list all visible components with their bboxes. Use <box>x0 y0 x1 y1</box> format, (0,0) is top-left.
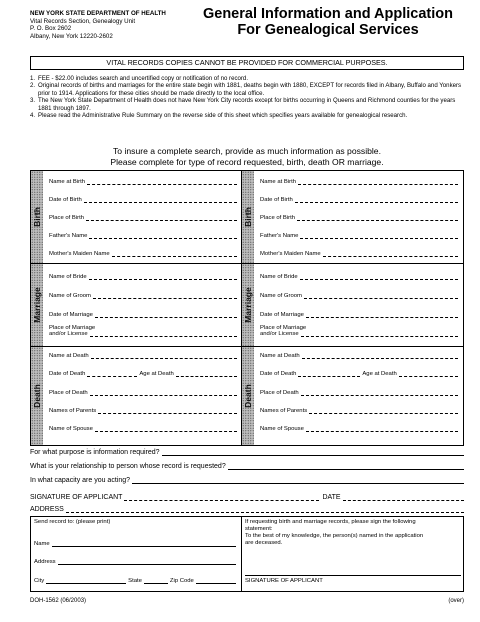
death-name-field-2[interactable]: Name at Death <box>260 353 458 360</box>
death-date-age-field-2[interactable]: Date of Death Age at Death <box>260 371 458 378</box>
purpose-field[interactable]: For what purpose is information required? <box>30 449 464 457</box>
marriage-date-field-2[interactable]: Date of Marriage <box>260 312 458 319</box>
birth-section-label-right: Birth <box>242 171 254 263</box>
send-name-field[interactable]: Name <box>34 541 238 548</box>
bride-name-field[interactable]: Name of Bride <box>49 274 237 281</box>
father-name-field[interactable]: Father's Name <box>49 233 237 240</box>
agency-address <box>30 10 200 40</box>
mother-maiden-name-field-2[interactable]: Mother's Maiden Name <box>260 251 458 258</box>
marriage-place-field-2[interactable]: Place of Marriage and/or License <box>260 325 458 338</box>
send-city-state-zip-field[interactable]: City State Zip Code <box>34 578 238 585</box>
attestation-signature-line[interactable]: SIGNATURE OF APPLICANT <box>245 575 461 585</box>
record-request-grid <box>30 170 464 446</box>
bride-name-field-2[interactable]: Name of Bride <box>260 274 458 281</box>
send-address-field[interactable]: Address <box>34 559 238 566</box>
instructions-line1: To insure a complete search, provide as much information as possible. <box>113 146 381 156</box>
note-item: 3. The New York State Department of Health does not have New York City records except for births occurring in Queens and Richmond counties for the years 1881 through 1897. <box>30 97 456 112</box>
spouse-name-field[interactable]: Name of Spouse <box>49 426 237 433</box>
relationship-field[interactable]: What is your relationship to person whose record is requested? <box>30 463 464 471</box>
mother-maiden-name-field[interactable]: Mother's Maiden Name <box>49 251 237 258</box>
box-divider <box>241 517 242 591</box>
note-item: 2. Original records of births and marriages for the entire state begin with 1881, deaths begin with 1880, EXCEPT for records filed in Albany, Buffalo and Yonkers prior to 1914. Applications for these cities should be made directly to the local office. <box>30 82 462 97</box>
marriage-place-field[interactable]: Place of Marriage and/or License <box>49 325 237 338</box>
birth-section-label-left: Birth <box>31 171 43 263</box>
death-section-label-left: Death <box>31 347 43 445</box>
death-place-field[interactable]: Place of Death <box>49 390 237 397</box>
birth-place-field[interactable]: Place of Birth <box>49 215 237 222</box>
instructions <box>30 146 464 167</box>
parents-names-field-2[interactable]: Names of Parents <box>260 408 458 415</box>
form-title-line2: For Genealogical Services <box>237 22 419 38</box>
marriage-date-field[interactable]: Date of Marriage <box>49 312 237 319</box>
spouse-name-field-2[interactable]: Name of Spouse <box>260 426 458 433</box>
death-section-label-right: Death <box>242 347 254 445</box>
agency-city: Albany, New York 12220-2602 <box>30 32 113 40</box>
general-notes <box>30 75 470 119</box>
instructions-line2: Please complete for type of record requested, birth, death OR marriage. <box>110 156 384 167</box>
note-item: 4. Please read the Administrative Rule Summary on the reverse side of this sheet which specifies years available for genealogical research. <box>30 112 408 120</box>
marriage-section-label-right: Marriage <box>242 264 254 346</box>
form-title <box>192 6 464 38</box>
send-record-box <box>30 516 464 592</box>
birth-place-field-2[interactable]: Place of Birth <box>260 215 458 222</box>
send-record-heading: Send record to: (please print) <box>34 519 111 525</box>
birth-name-field[interactable]: Name at Birth <box>49 179 237 186</box>
form-id: DOH-1562 (06/2003) <box>30 598 87 604</box>
birth-name-field-2[interactable]: Name at Birth <box>260 179 458 186</box>
death-date-age-field[interactable]: Date of Death Age at Death <box>49 371 237 378</box>
death-name-field[interactable]: Name at Death <box>49 353 237 360</box>
signature-date-field[interactable]: SIGNATURE OF APPLICANT DATE <box>30 494 464 502</box>
agency-unit: Vital Records Section, Genealogy Unit <box>30 17 136 25</box>
groom-name-field[interactable]: Name of Groom <box>49 293 237 300</box>
form-title-line1: General Information and Application <box>202 6 453 22</box>
agency-po-box: P. O. Box 2602 <box>30 25 72 33</box>
deceased-attestation: If requesting birth and marriage records, please sign the following statement: To the best of my knowledge, the person(s) named in the application are deceased. <box>245 519 424 546</box>
marriage-section-label-left: Marriage <box>31 264 43 346</box>
over-note: (over) <box>448 598 464 604</box>
death-place-field-2[interactable]: Place of Death <box>260 390 458 397</box>
father-name-field-2[interactable]: Father's Name <box>260 233 458 240</box>
agency-name: NEW YORK STATE DEPARTMENT OF HEALTH <box>30 10 166 17</box>
birth-date-field-2[interactable]: Date of Birth <box>260 197 458 204</box>
address-field[interactable]: ADDRESS <box>30 506 464 514</box>
capacity-field[interactable]: In what capacity are you acting? <box>30 477 464 485</box>
parents-names-field[interactable]: Names of Parents <box>49 408 237 415</box>
birth-date-field[interactable]: Date of Birth <box>49 197 237 204</box>
note-item: 1. FEE - $22.00 includes search and uncertified copy or notification of no record. <box>30 75 249 82</box>
groom-name-field-2[interactable]: Name of Groom <box>260 293 458 300</box>
commercial-notice: VITAL RECORDS COPIES CANNOT BE PROVIDED FOR COMMERCIAL PURPOSES. <box>30 56 464 70</box>
